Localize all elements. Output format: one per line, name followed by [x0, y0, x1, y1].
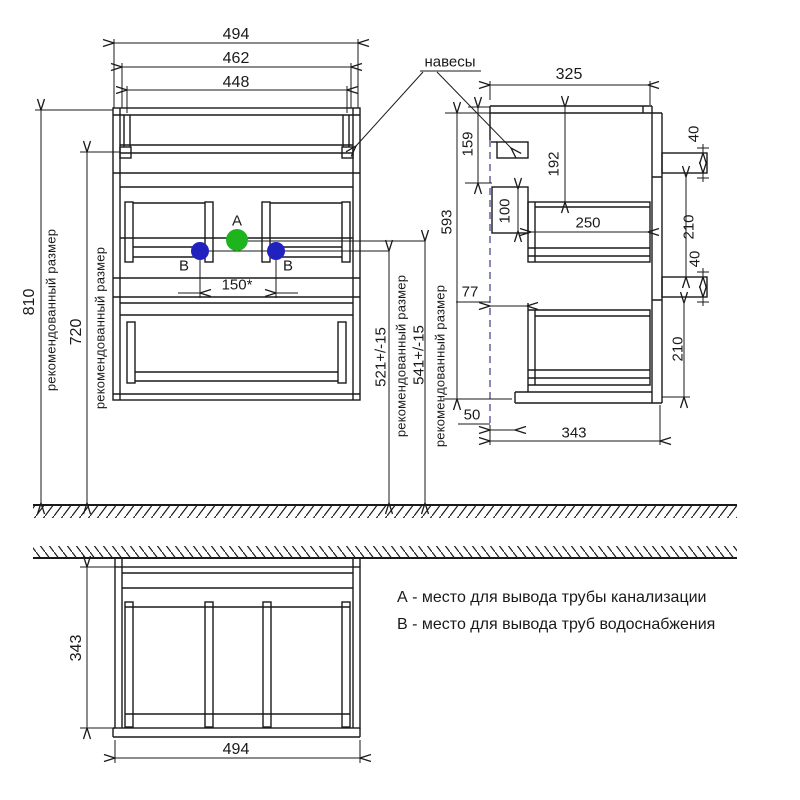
dim-side-height: 593: [438, 209, 456, 235]
dim-width-inner: 462: [222, 50, 250, 67]
dim-plinth-recess: 50: [463, 406, 481, 424]
legend-supply: В - место для вывода труб водоснабжения: [397, 616, 716, 633]
dim-tab-top: 40: [685, 125, 703, 143]
supply-outlet-marker-left: [191, 242, 209, 260]
supply-outlet-label-left: В: [178, 257, 190, 275]
dim-bottom-depth: 343: [68, 634, 85, 662]
hangers-callout: навесы: [424, 53, 476, 71]
legend-drain: А - место для вывода трубы канализации: [397, 589, 707, 606]
dim-height-hangers: 720: [68, 318, 85, 346]
recommended-size-note-4: рекомендованный размер: [432, 284, 448, 448]
dim-drain-height: 541+/-15: [410, 325, 428, 385]
drain-outlet-label: А: [231, 212, 243, 230]
supply-outlet-label-right: В: [282, 257, 294, 275]
drain-outlet-marker: [226, 229, 248, 251]
dimension-lines: [35, 39, 709, 763]
dim-width-hangers: 448: [222, 74, 250, 91]
bottom-view: [113, 558, 360, 737]
dim-bottom-width: 494: [222, 741, 250, 758]
dim-gap-top: 210: [680, 214, 698, 240]
dim-supply-spacing: 150*: [221, 276, 253, 294]
recommended-size-note-3: рекомендованный размер: [393, 274, 409, 438]
dim-width-outer: 494: [222, 26, 250, 43]
dim-depth-top: 325: [555, 66, 583, 83]
dim-supply-height: 521+/-15: [372, 327, 390, 387]
front-view: [113, 108, 360, 400]
ground-line: [33, 505, 737, 518]
dim-depth-bottom: 343: [561, 424, 587, 442]
dim-drawer-depth: 250: [575, 214, 601, 232]
dim-back-gap: 77: [461, 283, 479, 301]
dim-back-block: 100: [496, 198, 514, 224]
dim-gap-bottom: 210: [669, 336, 687, 362]
wall-line: [33, 546, 737, 558]
recommended-size-note-2: рекомендованный размер: [92, 246, 108, 410]
dim-hanger-offset: 159: [459, 131, 477, 157]
recommended-size-note-1: рекомендованный размер: [43, 228, 59, 392]
dim-top-to-drawer: 192: [545, 151, 563, 177]
dim-tab-bottom: 40: [686, 250, 704, 268]
dim-height-total: 810: [21, 288, 38, 316]
